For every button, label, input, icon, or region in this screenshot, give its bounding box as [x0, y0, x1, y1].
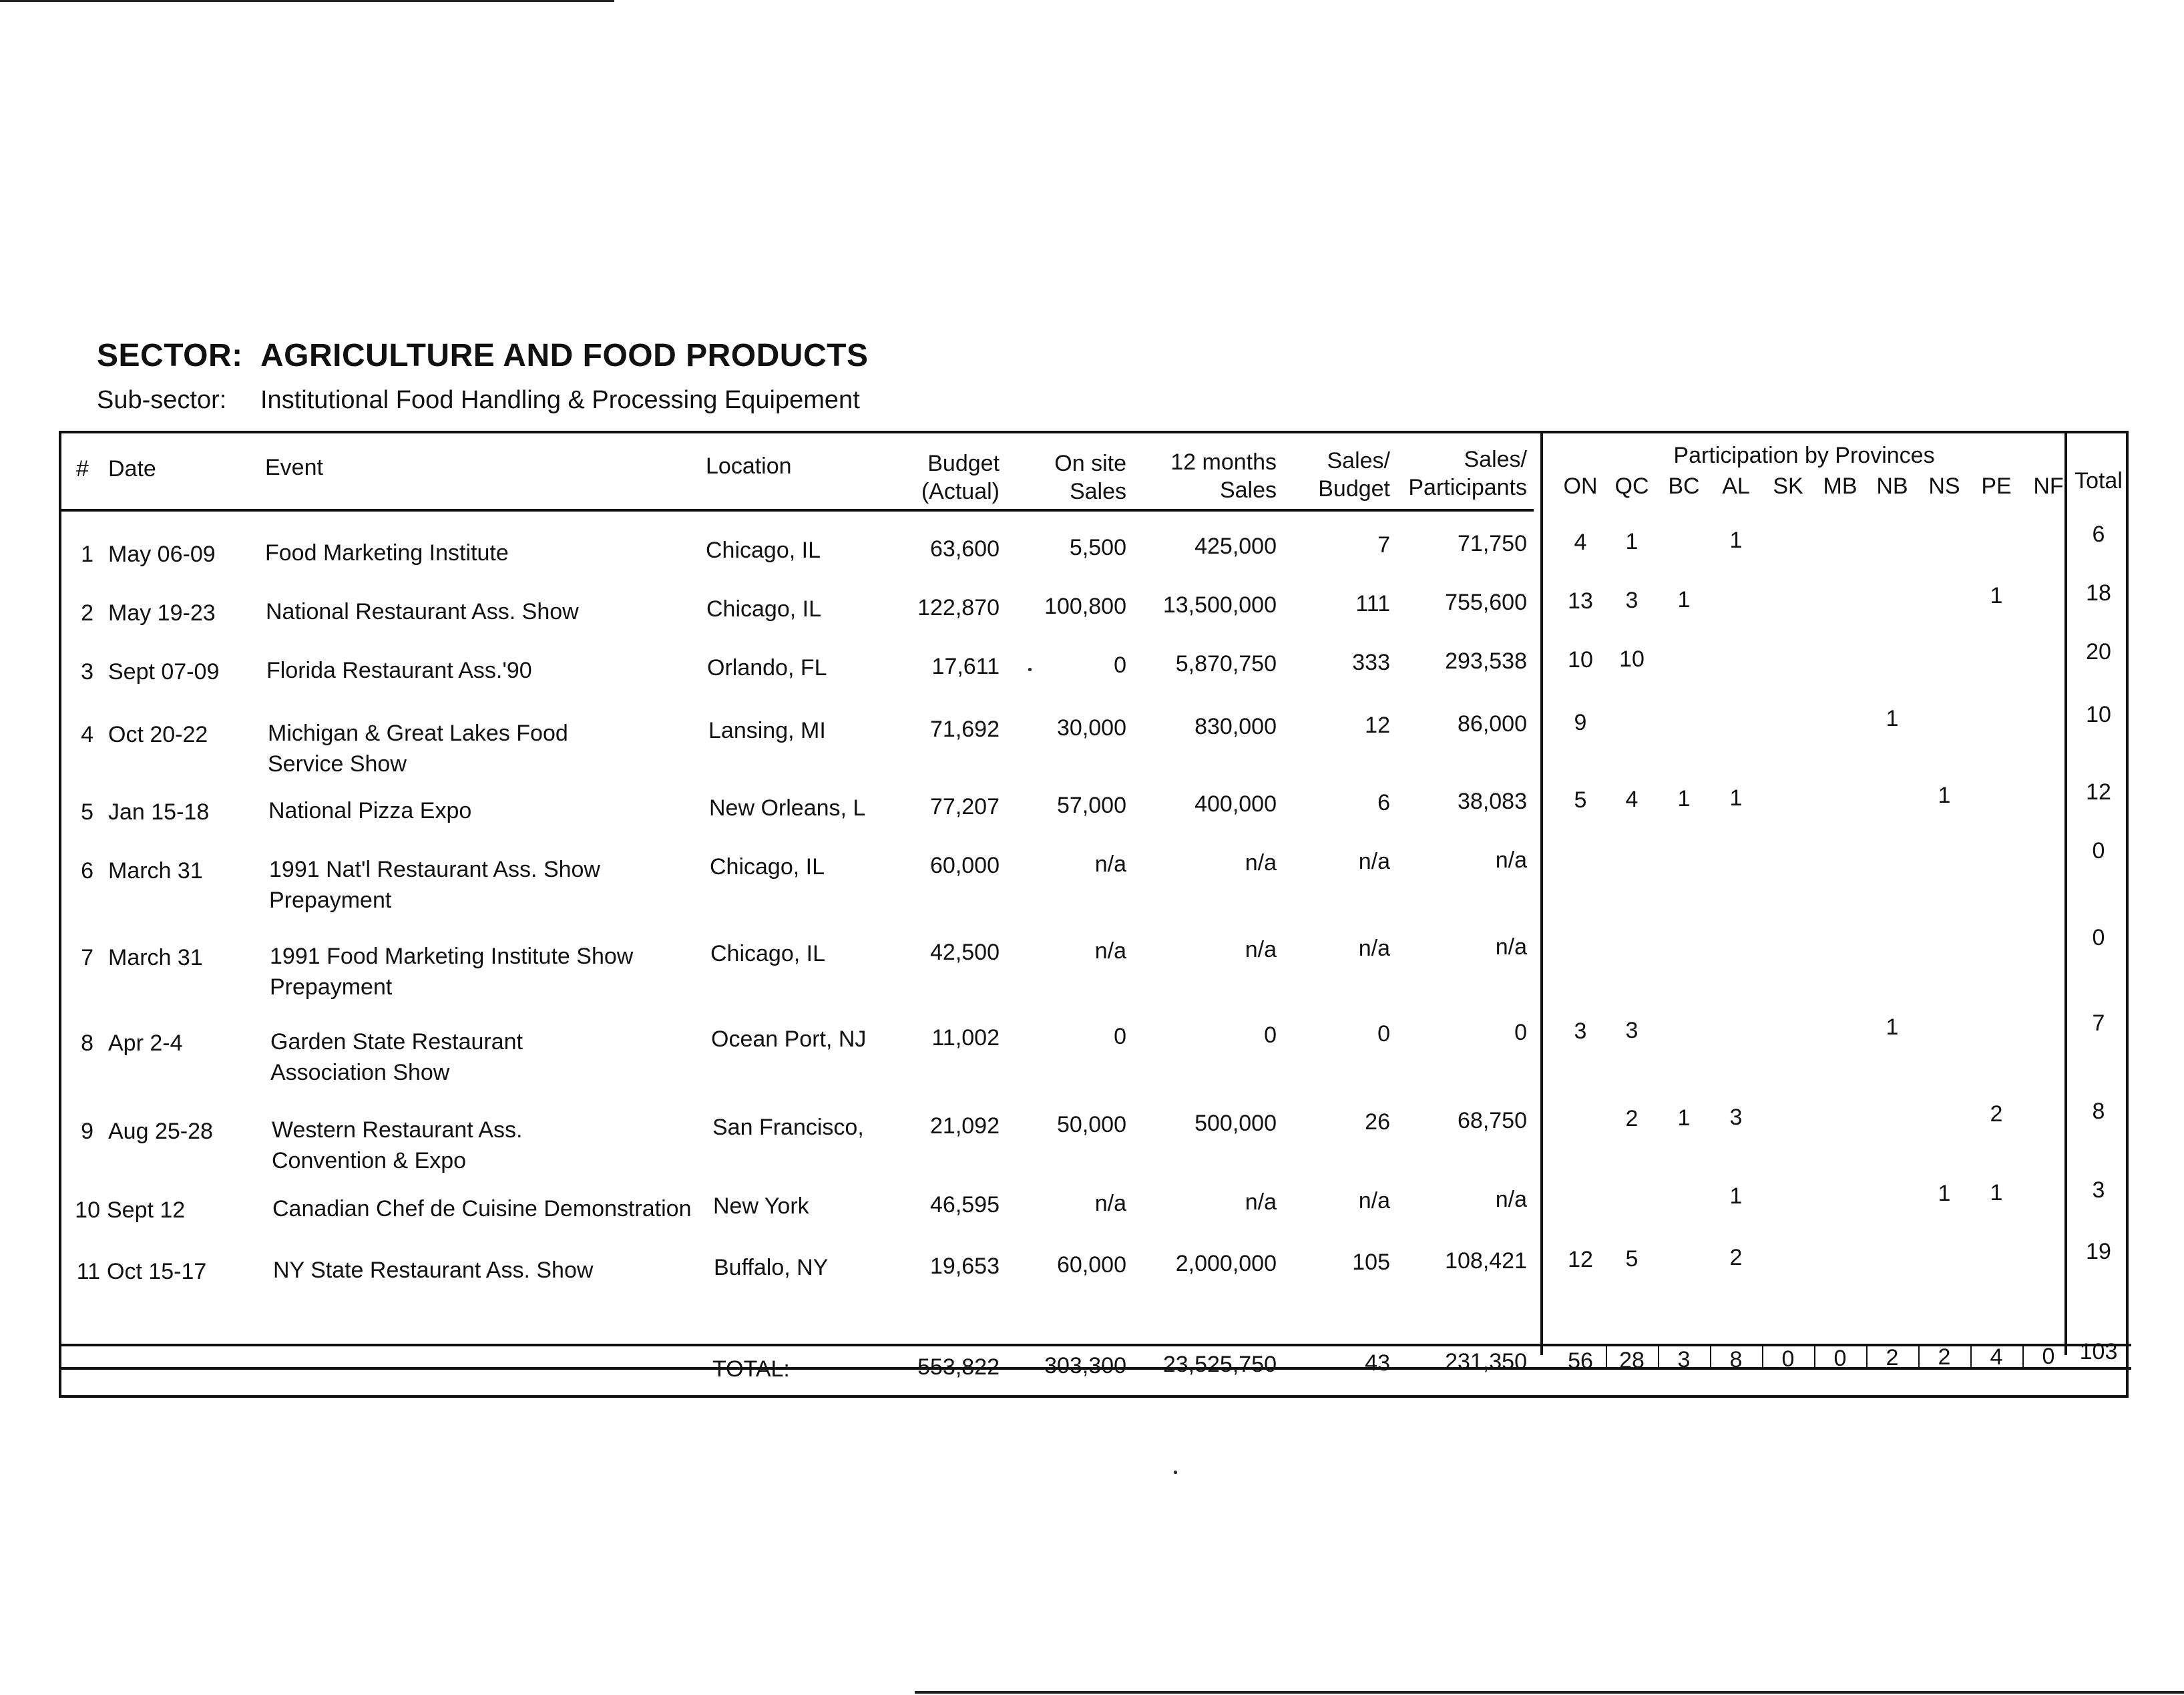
row-onsite-sales: 100,800	[1044, 594, 1126, 619]
row-date: Aug 25-28	[108, 1119, 213, 1144]
row-budget: 60,000	[930, 853, 1000, 878]
row-location: San Francisco,	[712, 1115, 864, 1140]
row-total: 12	[2086, 779, 2111, 805]
header-num: #	[76, 456, 89, 482]
row-province-nb: 1	[1886, 706, 1899, 731]
row-budget: 19,653	[930, 1254, 1000, 1279]
row-12-month-sales: 5,870,750	[1175, 651, 1277, 677]
row-12-month-sales: 500,000	[1194, 1111, 1277, 1136]
row-12-month-sales: n/a	[1245, 1189, 1277, 1215]
header-sales-budget-2: Budget	[1318, 476, 1390, 502]
row-province-qc: 1	[1625, 529, 1639, 554]
row-date: March 31	[108, 858, 203, 884]
row-date: Oct 15-17	[107, 1259, 207, 1284]
total-province-sk: 0	[1781, 1346, 1795, 1372]
row-province-pe: 1	[1990, 583, 2003, 608]
row-sales-budget: 6	[1377, 790, 1390, 815]
row-onsite-sales: 60,000	[1057, 1252, 1126, 1278]
row-sales-budget: 333	[1352, 650, 1390, 675]
row-total: 0	[2092, 838, 2105, 864]
row-location: Ocean Port, NJ	[711, 1026, 867, 1052]
scan-speck	[1174, 1471, 1177, 1474]
row-budget: 17,611	[931, 654, 1000, 679]
row-12-month-sales: 400,000	[1194, 791, 1277, 817]
row-province-qc: 4	[1625, 787, 1639, 812]
row-sales-budget: 12	[1365, 713, 1390, 738]
row-date: Oct 20-22	[108, 722, 208, 747]
row-province-qc: 5	[1625, 1246, 1639, 1272]
row-budget: 42,500	[930, 940, 1000, 965]
row-date: Sept 07-09	[108, 659, 220, 685]
row-event: Western Restaurant Ass.	[272, 1117, 523, 1143]
row-total: 19	[2086, 1239, 2111, 1264]
header-participation: Participation by Provinces	[1673, 443, 1935, 468]
row-sales-participants: 755,600	[1445, 590, 1527, 615]
row-province-al: 1	[1729, 785, 1743, 811]
row-total: 20	[2086, 639, 2111, 665]
row-sales-budget: n/a	[1358, 849, 1390, 874]
row-onsite-sales: n/a	[1094, 1191, 1126, 1216]
row-budget: 11,002	[931, 1025, 1000, 1051]
row-event: Garden State Restaurant	[270, 1029, 523, 1055]
row-number: 5	[81, 799, 93, 825]
row-total: 10	[2086, 702, 2111, 727]
row-number: 7	[81, 945, 93, 970]
row-onsite-sales: n/a	[1094, 938, 1126, 964]
total-province-ns: 2	[1938, 1344, 1951, 1370]
total-cell-divider	[1762, 1344, 1763, 1369]
bottom-edge-line	[915, 1691, 2184, 1694]
row-number: 1	[81, 542, 93, 567]
total-cell-divider	[1918, 1344, 1920, 1369]
row-budget: 71,692	[930, 717, 1000, 742]
row-event: Convention & Expo	[272, 1148, 467, 1173]
header-budget-2: (Actual)	[921, 479, 1000, 504]
total-cell-divider	[1658, 1344, 1659, 1369]
row-sales-budget: 26	[1365, 1109, 1390, 1135]
row-location: Chicago, IL	[706, 538, 821, 563]
row-onsite-sales: 50,000	[1057, 1112, 1126, 1137]
row-event: National Restaurant Ass. Show	[266, 599, 579, 624]
row-event: NY State Restaurant Ass. Show	[273, 1258, 594, 1283]
row-number: 11	[76, 1259, 100, 1284]
row-province-bc: 1	[1677, 587, 1691, 612]
row-sales-participants: n/a	[1495, 848, 1527, 873]
row-province-ns: 1	[1938, 783, 1951, 808]
row-number: 9	[81, 1119, 93, 1144]
header-province-al: AL	[1722, 474, 1750, 499]
row-province-on: 10	[1568, 647, 1593, 673]
row-event: Florida Restaurant Ass.'90	[266, 658, 532, 683]
row-province-pe: 2	[1990, 1101, 2003, 1127]
subsector-name: Institutional Food Handling & Processing Equipement	[260, 386, 860, 414]
row-event: Prepayment	[269, 888, 392, 913]
header-province-qc: QC	[1614, 474, 1649, 499]
sector-label: SECTOR:	[97, 338, 243, 373]
row-budget: 21,092	[930, 1113, 1000, 1139]
row-number: 6	[81, 858, 93, 884]
row-sales-participants: 86,000	[1458, 711, 1527, 737]
total-cell-divider	[2022, 1344, 2024, 1369]
row-sales-participants: 0	[1514, 1020, 1527, 1045]
row-province-on: 12	[1568, 1247, 1593, 1272]
row-sales-participants: 68,750	[1458, 1108, 1527, 1133]
total-sales-participants: 231,350	[1445, 1349, 1527, 1374]
header-months-2: Sales	[1219, 478, 1277, 503]
header-onsite-2: Sales	[1069, 479, 1126, 504]
header-province-sk: SK	[1773, 474, 1803, 499]
provinces-divider-right	[2064, 433, 2067, 1355]
total-12-month-sales: 23,525,750	[1162, 1352, 1277, 1377]
row-12-month-sales: 13,500,000	[1162, 592, 1277, 618]
row-sales-budget: n/a	[1358, 936, 1390, 961]
header-onsite-1: On site	[1054, 451, 1126, 476]
row-province-on: 5	[1574, 787, 1587, 813]
row-sales-participants: 71,750	[1458, 531, 1527, 556]
row-province-on: 4	[1574, 530, 1587, 555]
row-total: 3	[2092, 1177, 2105, 1203]
row-event: National Pizza Expo	[268, 798, 472, 823]
row-location: New York	[713, 1193, 809, 1219]
header-province-bc: BC	[1668, 474, 1700, 499]
row-budget: 122,870	[917, 595, 1000, 620]
row-onsite-sales: 0	[1114, 1024, 1126, 1049]
row-event: Service Show	[268, 751, 407, 777]
header-event: Event	[265, 455, 323, 480]
row-province-qc: 10	[1619, 646, 1645, 672]
row-number: 3	[81, 659, 93, 685]
row-date: May 19-23	[108, 600, 216, 626]
row-12-month-sales: 425,000	[1194, 534, 1277, 559]
header-province-mb: MB	[1823, 474, 1858, 499]
row-sales-budget: n/a	[1358, 1188, 1390, 1213]
top-edge-line	[0, 0, 614, 2]
row-date: Sept 12	[107, 1197, 186, 1223]
total-cell-divider	[1814, 1344, 1815, 1369]
row-sales-participants: 38,083	[1458, 789, 1527, 814]
total-participants: 103	[2079, 1339, 2118, 1364]
total-province-nb: 2	[1886, 1345, 1899, 1370]
row-province-qc: 3	[1625, 588, 1639, 613]
row-sales-budget: 111	[1355, 591, 1390, 616]
total-province-qc: 28	[1619, 1348, 1645, 1373]
header-rule	[61, 509, 1534, 512]
row-total: 0	[2092, 925, 2105, 950]
row-province-al: 1	[1729, 528, 1743, 553]
row-12-month-sales: 830,000	[1194, 714, 1277, 739]
header-province-pe: PE	[1981, 474, 2012, 499]
provinces-divider-left	[1540, 433, 1543, 1355]
row-province-on: 3	[1574, 1018, 1587, 1044]
row-event: 1991 Nat'l Restaurant Ass. Show	[269, 857, 600, 882]
row-province-bc: 1	[1677, 1105, 1691, 1131]
row-province-al: 2	[1729, 1245, 1743, 1270]
total-cell-divider	[1710, 1344, 1711, 1369]
total-province-on: 56	[1568, 1348, 1593, 1374]
header-province-nb: NB	[1876, 474, 1908, 499]
total-province-al: 8	[1729, 1347, 1743, 1372]
row-date: Apr 2-4	[108, 1030, 183, 1056]
row-total: 7	[2092, 1010, 2105, 1036]
total-province-bc: 3	[1677, 1347, 1691, 1372]
total-province-pe: 4	[1990, 1344, 2003, 1370]
total-cell-divider	[1866, 1344, 1868, 1369]
row-province-qc: 3	[1625, 1018, 1639, 1043]
total-budget: 553,822	[917, 1354, 1000, 1380]
row-event: Food Marketing Institute	[265, 540, 509, 566]
row-location: Chicago, IL	[706, 596, 821, 622]
row-event: Canadian Chef de Cuisine Demonstration	[272, 1196, 692, 1221]
row-number: 2	[81, 600, 93, 626]
row-event: Prepayment	[270, 974, 393, 1000]
row-number: 8	[81, 1030, 93, 1056]
row-event: Association Show	[270, 1060, 450, 1085]
row-province-on: 9	[1574, 710, 1587, 735]
row-budget: 63,600	[930, 536, 1000, 562]
row-sales-participants: n/a	[1495, 934, 1527, 960]
row-province-pe: 1	[1990, 1180, 2003, 1205]
total-cell-divider	[1606, 1344, 1607, 1369]
row-12-month-sales: n/a	[1245, 850, 1277, 876]
header-sales-participants-2: Participants	[1408, 475, 1527, 500]
row-date: March 31	[108, 945, 203, 970]
row-location: Chicago, IL	[710, 854, 825, 880]
row-12-month-sales: 0	[1264, 1022, 1277, 1048]
header-location: Location	[706, 453, 792, 479]
row-budget: 77,207	[930, 794, 1000, 819]
row-total: 8	[2092, 1099, 2105, 1124]
row-province-ns: 1	[1938, 1181, 1951, 1206]
row-number: 4	[81, 722, 93, 747]
row-date: May 06-09	[108, 542, 216, 567]
row-sales-budget: 7	[1377, 532, 1390, 558]
row-province-on: 13	[1568, 588, 1593, 614]
row-onsite-sales: 30,000	[1057, 715, 1126, 741]
row-province-qc: 2	[1625, 1106, 1639, 1131]
row-location: Lansing, MI	[708, 718, 826, 743]
row-sales-participants: 108,421	[1445, 1248, 1527, 1274]
row-province-nb: 1	[1886, 1014, 1899, 1040]
row-onsite-sales: 5,500	[1069, 535, 1126, 560]
sector-name: AGRICULTURE AND FOOD PRODUCTS	[260, 338, 869, 373]
row-location: Orlando, FL	[707, 655, 827, 681]
row-onsite-sales: 0	[1114, 652, 1126, 678]
row-onsite-sales: 57,000	[1057, 793, 1126, 818]
header-budget-1: Budget	[927, 451, 1000, 476]
subsector-title	[97, 386, 860, 415]
row-total: 6	[2092, 522, 2105, 547]
row-event: 1991 Food Marketing Institute Show	[270, 944, 634, 969]
events-table	[59, 431, 2129, 1398]
total-onsite-sales: 303,300	[1044, 1353, 1126, 1378]
row-sales-budget: 0	[1377, 1021, 1390, 1047]
total-label: TOTAL:	[712, 1356, 790, 1382]
header-total: Total	[2074, 468, 2123, 494]
row-budget: 46,595	[930, 1192, 1000, 1217]
row-province-al: 3	[1729, 1105, 1743, 1130]
row-location: Buffalo, NY	[714, 1255, 829, 1280]
row-sales-participants: n/a	[1495, 1187, 1527, 1212]
header-province-on: ON	[1563, 474, 1598, 499]
header-sales-participants-1: Sales/	[1464, 447, 1527, 472]
row-onsite-sales: n/a	[1094, 852, 1126, 877]
row-location: New Orleans, L	[709, 795, 866, 821]
row-date: Jan 15-18	[108, 799, 210, 825]
row-event: Michigan & Great Lakes Food	[268, 721, 568, 746]
sector-title	[97, 337, 868, 374]
total-province-mb: 0	[1833, 1346, 1847, 1371]
header-sales-budget-1: Sales/	[1327, 448, 1390, 474]
header-date: Date	[108, 456, 156, 482]
header-province-nf: NF	[2033, 474, 2064, 499]
row-12-month-sales: 2,000,000	[1175, 1251, 1277, 1276]
row-sales-budget: 105	[1352, 1250, 1390, 1275]
total-cell-divider	[1970, 1344, 1972, 1369]
row-location: Chicago, IL	[710, 941, 825, 966]
row-number: 10	[75, 1197, 100, 1223]
row-sales-participants: 293,538	[1445, 648, 1527, 674]
header-months-1: 12 months	[1170, 449, 1277, 475]
row-province-bc: 1	[1677, 786, 1691, 811]
row-12-month-sales: n/a	[1245, 937, 1277, 962]
header-province-ns: NS	[1928, 474, 1960, 499]
row-province-al: 1	[1729, 1183, 1743, 1209]
row-total: 18	[2086, 580, 2111, 606]
total-province-nf: 0	[2042, 1344, 2055, 1369]
total-sales-budget: 43	[1365, 1350, 1390, 1376]
subsector-label: Sub-sector:	[97, 386, 227, 414]
